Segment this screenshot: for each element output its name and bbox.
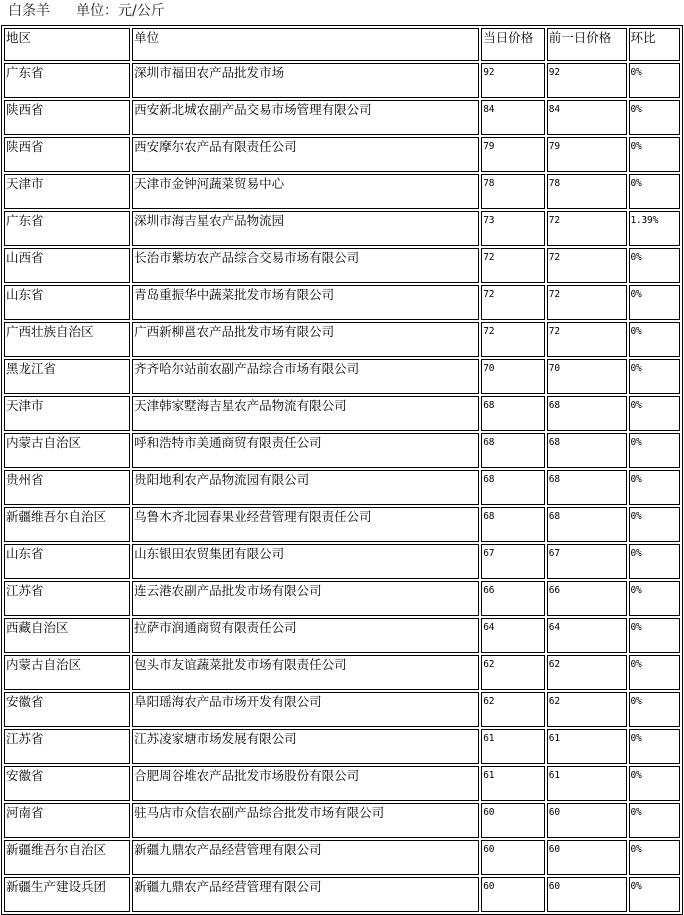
cell-region: 安徽省 xyxy=(4,692,130,727)
cell-region: 江苏省 xyxy=(4,581,130,616)
cell-previous-price: 67 xyxy=(547,544,627,579)
cell-today-price: 79 xyxy=(481,137,545,172)
cell-change: 0% xyxy=(629,470,681,505)
cell-region: 安徽省 xyxy=(4,766,130,801)
cell-previous-price: 61 xyxy=(547,766,627,801)
table-row xyxy=(4,729,680,764)
cell-change: 0% xyxy=(629,100,681,135)
cell-region: 新疆维吾尔自治区 xyxy=(4,507,130,542)
cell-change: 0% xyxy=(629,63,681,98)
cell-unit: 乌鲁木齐北园春果业经营管理有限责任公司 xyxy=(132,507,479,542)
cell-unit: 齐齐哈尔站前农副产品综合市场有限公司 xyxy=(132,359,479,394)
cell-today-price: 84 xyxy=(481,100,545,135)
cell-previous-price: 78 xyxy=(547,174,627,209)
cell-previous-price: 61 xyxy=(547,729,627,764)
cell-today-price: 92 xyxy=(481,63,545,98)
cell-unit: 拉萨市润通商贸有限责任公司 xyxy=(132,618,479,653)
cell-change: 0% xyxy=(629,803,681,838)
cell-unit: 新疆九鼎农产品经营管理有限公司 xyxy=(132,840,479,875)
cell-previous-price: 72 xyxy=(547,285,627,320)
cell-change: 0% xyxy=(629,840,681,875)
cell-unit: 青岛重振华中蔬菜批发市场有限公司 xyxy=(132,285,479,320)
cell-change: 0% xyxy=(629,766,681,801)
cell-today-price: 73 xyxy=(481,211,545,246)
cell-today-price: 72 xyxy=(481,285,545,320)
price-unit: 单位：元/公斤 xyxy=(76,3,165,19)
table-row xyxy=(4,359,680,394)
cell-change: 0% xyxy=(629,507,681,542)
cell-unit: 广西新柳邕农产品批发市场有限公司 xyxy=(132,322,479,357)
cell-previous-price: 79 xyxy=(547,137,627,172)
cell-previous-price: 62 xyxy=(547,655,627,690)
cell-previous-price: 68 xyxy=(547,470,627,505)
cell-region: 内蒙古自治区 xyxy=(4,655,130,690)
cell-today-price: 66 xyxy=(481,581,545,616)
table-row xyxy=(4,507,680,542)
cell-region: 山东省 xyxy=(4,285,130,320)
cell-region: 贵州省 xyxy=(4,470,130,505)
cell-previous-price: 68 xyxy=(547,396,627,431)
cell-region: 陕西省 xyxy=(4,137,130,172)
table-row xyxy=(4,877,680,912)
price-table xyxy=(1,25,683,915)
cell-previous-price: 92 xyxy=(547,63,627,98)
cell-previous-price: 84 xyxy=(547,100,627,135)
table-row xyxy=(4,285,680,320)
cell-region: 天津市 xyxy=(4,174,130,209)
cell-today-price: 70 xyxy=(481,359,545,394)
cell-region: 新疆维吾尔自治区 xyxy=(4,840,130,875)
table-row xyxy=(4,581,680,616)
cell-today-price: 60 xyxy=(481,840,545,875)
cell-unit: 深圳市海吉星农产品物流园 xyxy=(132,211,479,246)
table-row xyxy=(4,470,680,505)
cell-change: 0% xyxy=(629,248,681,283)
product-name: 白条羊 xyxy=(8,3,50,19)
table-row xyxy=(4,174,680,209)
table-row xyxy=(4,100,680,135)
cell-today-price: 64 xyxy=(481,618,545,653)
cell-unit: 包头市友谊蔬菜批发市场有限责任公司 xyxy=(132,655,479,690)
table-row xyxy=(4,396,680,431)
cell-today-price: 72 xyxy=(481,322,545,357)
cell-region: 广东省 xyxy=(4,63,130,98)
cell-unit: 呼和浩特市美通商贸有限责任公司 xyxy=(132,433,479,468)
cell-change: 0% xyxy=(629,729,681,764)
table-row xyxy=(4,322,680,357)
cell-change: 0% xyxy=(629,618,681,653)
cell-today-price: 68 xyxy=(481,433,545,468)
cell-today-price: 67 xyxy=(481,544,545,579)
table-row xyxy=(4,544,680,579)
table-caption xyxy=(8,1,165,21)
cell-previous-price: 72 xyxy=(547,211,627,246)
cell-today-price: 62 xyxy=(481,655,545,690)
cell-unit: 深圳市福田农产品批发市场 xyxy=(132,63,479,98)
cell-previous-price: 60 xyxy=(547,803,627,838)
cell-change: 0% xyxy=(629,581,681,616)
cell-region: 内蒙古自治区 xyxy=(4,433,130,468)
cell-today-price: 68 xyxy=(481,470,545,505)
header-change: 环比 xyxy=(629,28,681,61)
cell-today-price: 60 xyxy=(481,803,545,838)
cell-today-price: 68 xyxy=(481,507,545,542)
cell-today-price: 78 xyxy=(481,174,545,209)
header-previous-price: 前一日价格 xyxy=(547,28,627,61)
table-row xyxy=(4,433,680,468)
cell-unit: 阜阳瑶海农产品市场开发有限公司 xyxy=(132,692,479,727)
cell-region: 新疆生产建设兵团 xyxy=(4,877,130,912)
table-row xyxy=(4,137,680,172)
cell-region: 山西省 xyxy=(4,248,130,283)
cell-unit: 天津市金钟河蔬菜贸易中心 xyxy=(132,174,479,209)
cell-today-price: 62 xyxy=(481,692,545,727)
cell-unit: 驻马店市众信农副产品综合批发市场有限公司 xyxy=(132,803,479,838)
cell-today-price: 61 xyxy=(481,766,545,801)
cell-today-price: 60 xyxy=(481,877,545,912)
cell-region: 西藏自治区 xyxy=(4,618,130,653)
cell-change: 0% xyxy=(629,285,681,320)
cell-previous-price: 72 xyxy=(547,248,627,283)
cell-region: 广西壮族自治区 xyxy=(4,322,130,357)
cell-change: 0% xyxy=(629,544,681,579)
cell-region: 广东省 xyxy=(4,211,130,246)
cell-region: 河南省 xyxy=(4,803,130,838)
cell-unit: 西安新北城农副产品交易市场管理有限公司 xyxy=(132,100,479,135)
table-row xyxy=(4,248,680,283)
cell-previous-price: 60 xyxy=(547,840,627,875)
table-row xyxy=(4,211,680,246)
cell-unit: 山东银田农贸集团有限公司 xyxy=(132,544,479,579)
cell-change: 0% xyxy=(629,433,681,468)
cell-unit: 长治市紫坊农产品综合交易市场有限公司 xyxy=(132,248,479,283)
cell-change: 0% xyxy=(629,174,681,209)
cell-region: 山东省 xyxy=(4,544,130,579)
cell-region: 陕西省 xyxy=(4,100,130,135)
cell-region: 天津市 xyxy=(4,396,130,431)
cell-change: 0% xyxy=(629,396,681,431)
cell-unit: 贵阳地利农产品物流园有限公司 xyxy=(132,470,479,505)
cell-change: 0% xyxy=(629,137,681,172)
cell-unit: 天津韩家墅海吉星农产品物流有限公司 xyxy=(132,396,479,431)
cell-today-price: 72 xyxy=(481,248,545,283)
table-row xyxy=(4,63,680,98)
cell-previous-price: 60 xyxy=(547,877,627,912)
cell-change: 0% xyxy=(629,692,681,727)
cell-change: 0% xyxy=(629,322,681,357)
cell-today-price: 68 xyxy=(481,396,545,431)
cell-change: 0% xyxy=(629,877,681,912)
cell-previous-price: 72 xyxy=(547,322,627,357)
table-row xyxy=(4,840,680,875)
cell-unit: 连云港农副产品批发市场有限公司 xyxy=(132,581,479,616)
header-region: 地区 xyxy=(4,28,130,61)
table-row xyxy=(4,618,680,653)
cell-unit: 合肥周谷堆农产品批发市场股份有限公司 xyxy=(132,766,479,801)
cell-previous-price: 62 xyxy=(547,692,627,727)
cell-previous-price: 68 xyxy=(547,433,627,468)
header-today-price: 当日价格 xyxy=(481,28,545,61)
cell-previous-price: 66 xyxy=(547,581,627,616)
cell-unit: 西安摩尔农产品有限责任公司 xyxy=(132,137,479,172)
table-body xyxy=(4,63,680,912)
header-unit: 单位 xyxy=(132,28,479,61)
cell-previous-price: 68 xyxy=(547,507,627,542)
cell-unit: 新疆九鼎农产品经营管理有限公司 xyxy=(132,877,479,912)
cell-today-price: 61 xyxy=(481,729,545,764)
cell-previous-price: 70 xyxy=(547,359,627,394)
cell-unit: 江苏凌家塘市场发展有限公司 xyxy=(132,729,479,764)
table-header-row xyxy=(4,28,680,61)
cell-previous-price: 64 xyxy=(547,618,627,653)
table-row xyxy=(4,655,680,690)
cell-region: 黑龙江省 xyxy=(4,359,130,394)
cell-change: 0% xyxy=(629,655,681,690)
cell-change: 1.39% xyxy=(629,211,681,246)
table-row xyxy=(4,692,680,727)
table-row xyxy=(4,803,680,838)
table-row xyxy=(4,766,680,801)
cell-region: 江苏省 xyxy=(4,729,130,764)
cell-change: 0% xyxy=(629,359,681,394)
